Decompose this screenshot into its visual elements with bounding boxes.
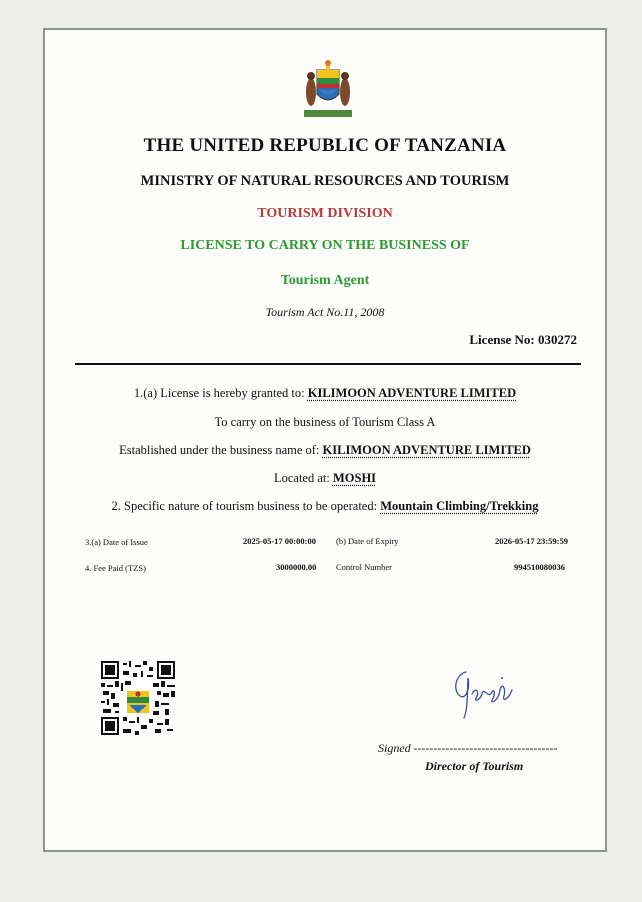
expiry-date-value: 2026-05-17 23:59:59 (495, 536, 568, 546)
license-title: LICENSE TO CARRY ON THE BUSINESS OF (180, 238, 470, 253)
division-heading: TOURISM DIVISION (257, 206, 393, 221)
control-number-label: Control Number (336, 562, 392, 572)
expiry-date-label: (b) Date of Expiry (336, 536, 399, 546)
country-heading: THE UNITED REPUBLIC OF TANZANIA (143, 135, 507, 156)
granted-to-value: KILIMOON ADVENTURE LIMITED (307, 386, 517, 400)
granted-label: 1.(a) License is hereby granted to: (133, 386, 305, 400)
qr-code (101, 661, 175, 735)
nature-value: Mountain Climbing/Trekking (380, 499, 539, 513)
license-number-value: 030272 (538, 332, 577, 347)
carry-on-line: To carry on the business of Tourism Class A (214, 415, 436, 429)
fee-paid-label: 4. Fee Paid (TZS) (85, 563, 146, 573)
act-reference: Tourism Act No.11, 2008 (265, 305, 385, 319)
license-type: Tourism Agent (280, 273, 370, 288)
control-number-value: 994510080036 (514, 562, 565, 572)
located-label: Located at: (273, 471, 330, 485)
fee-paid-value: 3000000.00 (276, 562, 317, 572)
ministry-heading: MINISTRY OF NATURAL RESOURCES AND TOURISM (140, 173, 510, 189)
signed-line (378, 741, 558, 756)
signatory-title: Director of Tourism (425, 759, 524, 773)
nature-label: 2. Specific nature of tourism business to be operated: (111, 499, 378, 513)
license-number-label: License No: (469, 332, 535, 347)
nature-line (45, 499, 605, 514)
location-value: MOSHI (332, 471, 377, 485)
license-certificate (43, 28, 607, 852)
coat-of-arms-emblem (304, 60, 352, 118)
issue-date-value: 2025-05-17 00:00:00 (243, 536, 316, 546)
located-line (45, 471, 605, 486)
director-signature (442, 660, 520, 720)
established-line (45, 443, 605, 458)
granted-line (45, 386, 605, 401)
business-name-value: KILIMOON ADVENTURE LIMITED (322, 443, 531, 457)
divider (75, 363, 581, 365)
license-number (469, 332, 577, 348)
issue-date-label: 3.(a) Date of Issue (85, 537, 148, 547)
signed-dashes: ------------------------------------ (413, 741, 558, 755)
established-label: Established under the business name of: (119, 443, 320, 457)
signed-label: Signed (378, 741, 411, 755)
